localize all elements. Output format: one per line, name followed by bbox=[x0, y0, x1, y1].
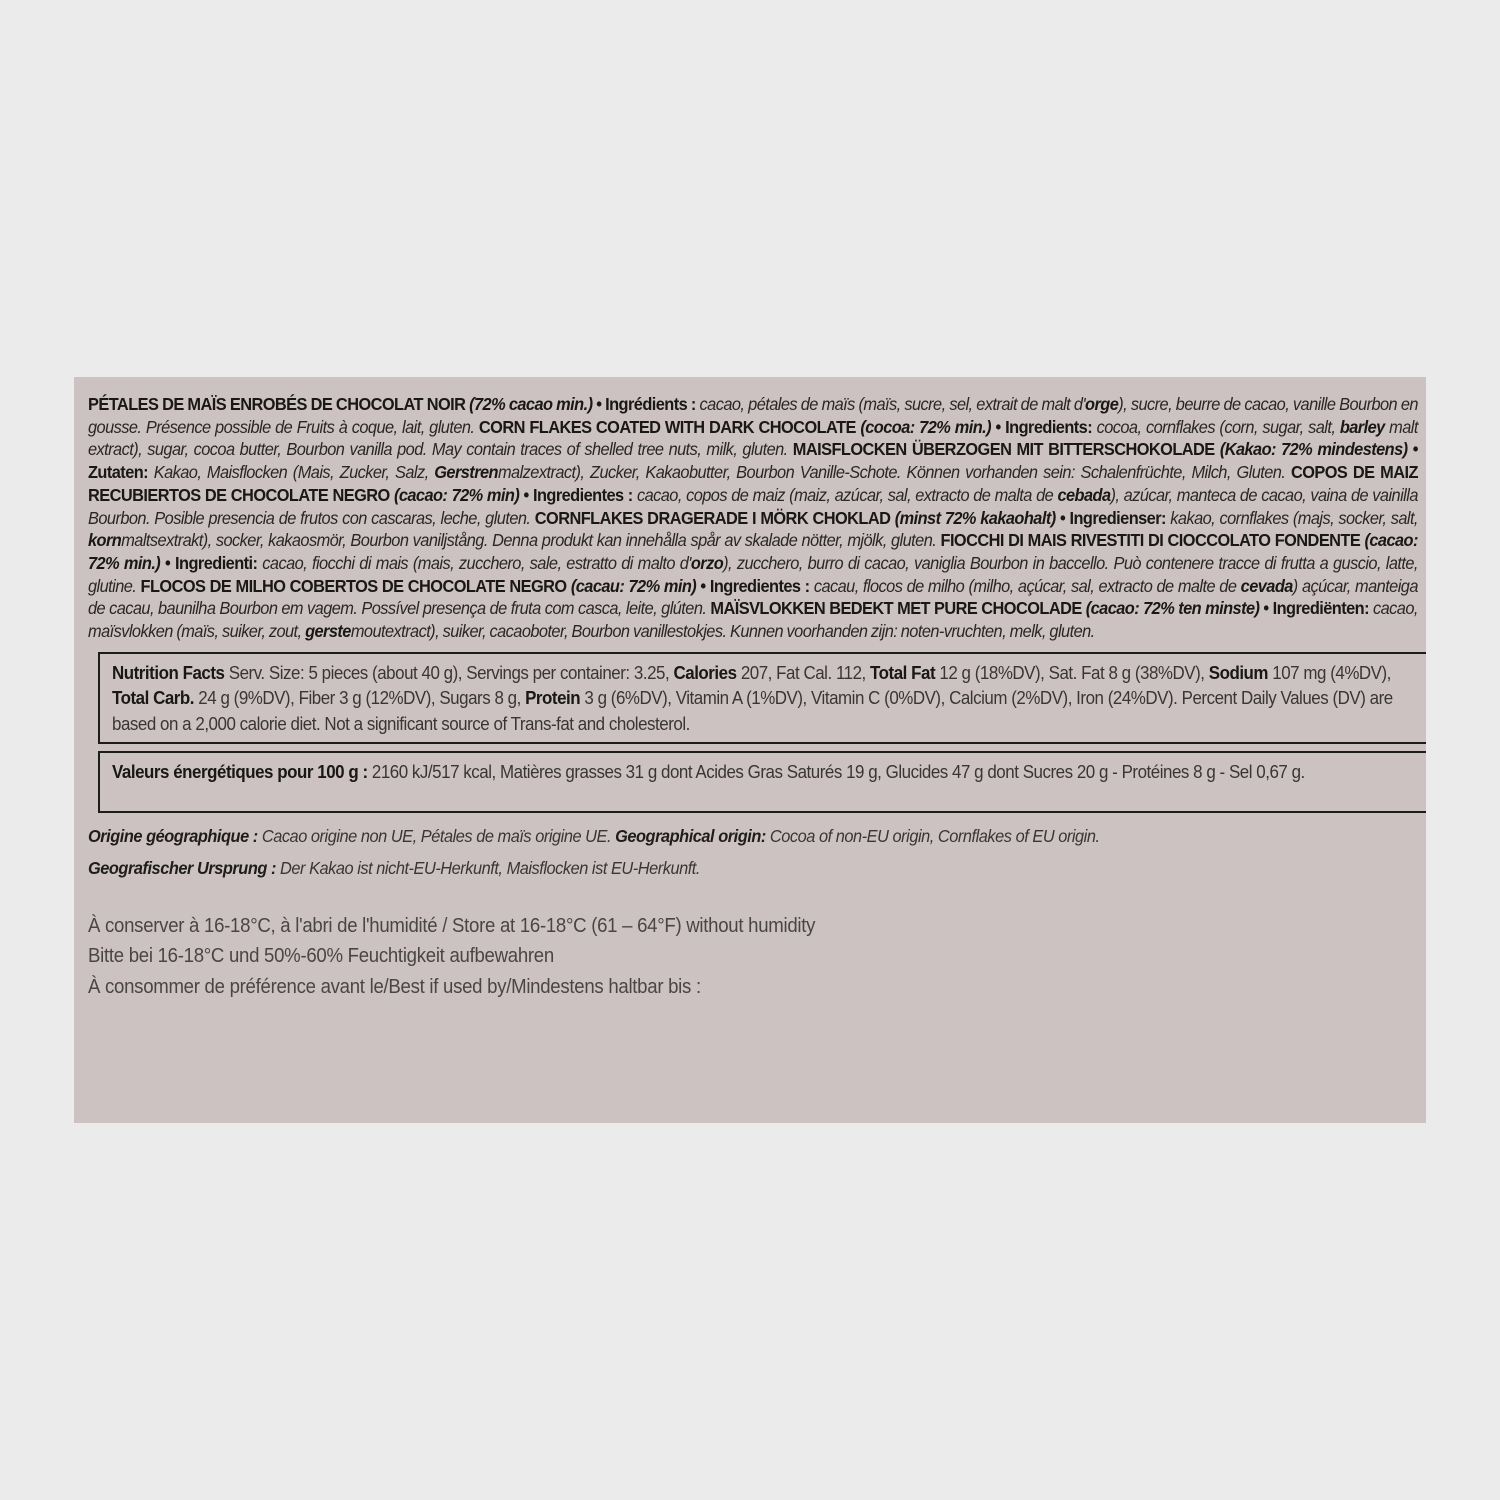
pt-title: FLOCOS DE MILHO COBERTOS DE CHOCOLATE NEGRO bbox=[140, 575, 567, 596]
sv-cacao: (minst 72% kakaohalt) bbox=[894, 507, 1056, 528]
de-ingredients-label: • Zutaten: bbox=[88, 439, 1418, 483]
origin-de-label: Geografischer Ursprung : bbox=[88, 857, 276, 878]
fr-text-2: ), sucre, beurre de cacao, vanille Bourbon en gousse. Présence possible de Fruits à coque, lait, gluten. bbox=[88, 394, 1418, 437]
it-cacao: (cacao: 72% min.) bbox=[88, 530, 1418, 573]
nl-cacao: (cacao: 72% ten minste) bbox=[1085, 598, 1260, 619]
nl-allergen: gerste bbox=[305, 621, 351, 642]
de-cacao: (Kakao: 72% mindestens) bbox=[1219, 439, 1408, 460]
origin-en-text: Cocoa of non-EU origin, Cornflakes of EU origin. bbox=[769, 825, 1100, 846]
de-text-1: Kakao, Maisflocken (Mais, Zucker, Salz, bbox=[153, 462, 429, 483]
product-label bbox=[74, 377, 1426, 1123]
en-ingredients-label: • Ingredients: bbox=[995, 416, 1093, 437]
pt-ingredients-label: • Ingredientes : bbox=[700, 575, 810, 596]
it-title: FIOCCHI DI MAIS RIVESTITI DI CIOCCOLATO FONDENTE bbox=[940, 530, 1361, 551]
nutrition-title: Nutrition Facts bbox=[112, 661, 225, 683]
total-carb-label: Total Carb. bbox=[112, 687, 195, 709]
pt-allergen: cevada bbox=[1240, 575, 1293, 596]
calories-label: Calories bbox=[673, 661, 737, 683]
nl-text-1: cacao, maïsvlokken (maïs, suiker, zout, bbox=[88, 598, 1418, 642]
ingredients-list bbox=[88, 393, 1418, 643]
es-cacao: (cacao: 72% min) bbox=[393, 484, 520, 505]
de-title: MAISFLOCKEN ÜBERZOGEN MIT BITTERSCHOKOLADE bbox=[792, 439, 1215, 460]
pt-cacao: (cacau: 72% min) bbox=[570, 575, 697, 596]
pt-text-2: ) açúcar, manteiga de cacau, baunilha Bourbon em vagem. Possível presença de fruta com casca, leite, glúten. bbox=[88, 575, 1418, 619]
storage-instructions bbox=[88, 911, 1418, 1003]
energy-values-box bbox=[98, 751, 1426, 813]
nutrition-facts-box bbox=[98, 652, 1426, 744]
serving-info: Serv. Size: 5 pieces (about 40 g), Servings per container: 3.25, bbox=[228, 661, 670, 683]
nl-text-2: moutextract), suiker, cacaoboter, Bourbon vanillestokjes. Kunnen voorhanden zijn: noten-vruchten, melk, gluten. bbox=[350, 621, 1095, 642]
protein-label: Protein bbox=[525, 687, 581, 709]
it-text-2: ), zucchero, burro di cacao, vaniglia Bourbon in baccello. Può contenere tracce di frutta a guscio, latte, glutine. bbox=[88, 552, 1418, 596]
origin-en-label: Geographical origin: bbox=[615, 825, 766, 846]
energy-text: 2160 kJ/517 kcal, Matières grasses 31 g dont Acides Gras Saturés 19 g, Glucides 47 g dont Sucres 20 g - Protéines 8 g - Sel 0,67 g. bbox=[371, 760, 1305, 782]
fr-ingredients-label: • Ingrédients : bbox=[596, 394, 696, 414]
it-allergen: orzo bbox=[690, 552, 724, 573]
sv-title: CORNFLAKES DRAGERADE I MÖRK CHOKLAD bbox=[534, 507, 891, 528]
en-cacao: (cocoa: 72% min.) bbox=[860, 416, 992, 437]
it-text-1: cacao, fiocchi di mais (mais, zucchero, sale, estratto di malto d' bbox=[262, 552, 691, 573]
calories-value: 207, Fat Cal. 112, bbox=[740, 661, 866, 683]
sodium-value: 107 mg (4%DV), bbox=[1272, 661, 1391, 683]
es-text-1: cacao, copos de maiz (maiz, azúcar, sal, extracto de malta de bbox=[636, 484, 1054, 505]
storage-line-2: Bitte bei 16-18°C und 50%-60% Feuchtigkeit aufbewahren bbox=[88, 945, 554, 968]
es-text-2: ), azúcar, manteca de cacao, vaina de vainilla Bourbon. Posible presencia de frutos con cascaras, leche, gluten. bbox=[88, 484, 1418, 528]
origin-fr-text: Cacao origine non UE, Pétales de maïs origine UE. bbox=[261, 825, 612, 846]
es-allergen: cebada bbox=[1057, 484, 1111, 505]
sodium-label: Sodium bbox=[1208, 661, 1269, 683]
en-allergen: barley bbox=[1339, 416, 1385, 437]
es-title: COPOS DE MAIZ RECUBIERTOS DE CHOCOLATE NEGRO bbox=[88, 462, 1418, 505]
total-fat-value: 12 g (18%DV), Sat. Fat 8 g (38%DV), bbox=[939, 661, 1205, 683]
nl-ingredients-label: • Ingrediënten: bbox=[1263, 598, 1369, 619]
energy-label: Valeurs énergétiques pour 100 g : bbox=[112, 760, 368, 782]
storage-line-1: À conserver à 16-18°C, à l'abri de l'humidité / Store at 16-18°C (61 – 64°F) without humidity bbox=[88, 914, 816, 937]
total-fat-label: Total Fat bbox=[870, 661, 936, 683]
nl-title: MAÏSVLOKKEN BEDEKT MET PURE CHOCOLADE bbox=[710, 598, 1082, 619]
es-ingredients-label: • Ingredientes : bbox=[523, 484, 633, 505]
origin-fr-label: Origine géographique : bbox=[88, 825, 258, 846]
de-allergen: Gerstren bbox=[434, 462, 498, 483]
en-text-2: malt extract), sugar, cocoa butter, Bourbon vanilla pod. May contain traces of shelled tree nuts, milk, gluten. bbox=[88, 416, 1418, 460]
it-ingredients-label: • Ingredienti: bbox=[165, 552, 258, 573]
origin-de-text: Der Kakao ist nicht-EU-Herkunft, Maisflocken ist EU-Herkunft. bbox=[280, 857, 700, 878]
pt-text-1: cacau, flocos de milho (milho, açúcar, sal, extracto de malte de bbox=[813, 575, 1237, 596]
sv-allergen: korn bbox=[88, 530, 122, 551]
fr-cacao: (72% cacao min.) bbox=[469, 394, 593, 414]
best-before-line: À consommer de préférence avant le/Best if used by/Mindestens haltbar bis : bbox=[88, 975, 701, 998]
en-text-1: cocoa, cornflakes (corn, sugar, salt, bbox=[1096, 416, 1336, 437]
de-text-2: malzextract), Zucker, Kakaobutter, Bourbon Vanille-Schote. Können vorhanden sein: Schalenfrüchte, Milch, Gluten. bbox=[497, 462, 1286, 483]
total-carb-value: 24 g (9%DV), Fiber 3 g (12%DV), Sugars 8 g, bbox=[198, 687, 521, 709]
fr-allergen: orge bbox=[1085, 394, 1119, 414]
en-title: CORN FLAKES COATED WITH DARK CHOCOLATE bbox=[478, 416, 856, 437]
fr-title: PÉTALES DE MAÏS ENROBÉS DE CHOCOLAT NOIR bbox=[88, 394, 466, 414]
protein-value: 3 g (6%DV), Vitamin A (1%DV), Vitamin C (0%DV), Calcium (2%DV), Iron (24%DV). Percent Daily Values (DV) are based on a 2,000 calorie diet. Not a significant source of Trans-fat and cholesterol. bbox=[112, 687, 1393, 734]
geographical-origin bbox=[88, 820, 1418, 884]
sv-ingredients-label: • Ingredienser: bbox=[1059, 507, 1166, 528]
sv-text-1: kakao, cornflakes (majs, socker, salt, bbox=[1170, 507, 1418, 528]
sv-text-2: maltsextrakt), socker, kakaosmör, Bourbon vaniljstång. Denna produkt kan innehålla spår av skalade nötter, mjölk, gluten. bbox=[121, 530, 937, 551]
fr-text-1: cacao, pétales de maïs (maïs, sucre, sel, extrait de malt d' bbox=[699, 394, 1086, 414]
